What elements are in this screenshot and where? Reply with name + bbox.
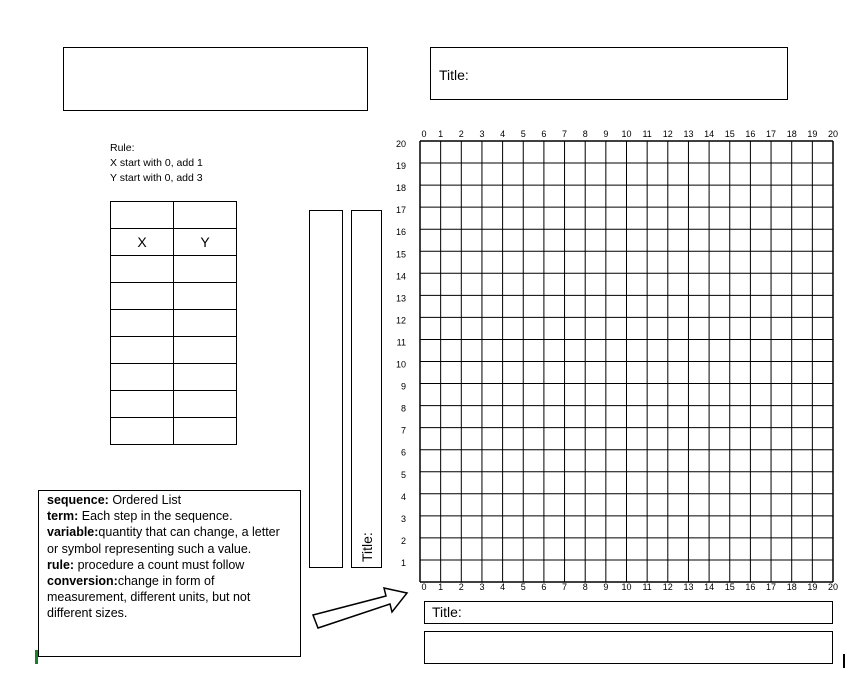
x-axis-bottom-tick-label: 19 xyxy=(807,582,818,592)
x-axis-bottom-tick-label: 1 xyxy=(438,582,444,592)
y-axis-tick-label: 16 xyxy=(395,227,406,238)
x-axis-bottom-tick-label: 6 xyxy=(541,582,547,592)
x-axis-top-tick-label: 6 xyxy=(541,129,547,139)
y-axis-tick-label: 15 xyxy=(395,249,406,260)
y-axis-tick-label: 7 xyxy=(400,425,406,436)
vertical-title-label: Title: xyxy=(359,532,375,562)
y-axis-tick-label: 8 xyxy=(400,403,406,414)
definition-term: variable: xyxy=(47,525,99,540)
x-axis-top-tick-label: 5 xyxy=(520,129,526,139)
y-axis-tick-label: 19 xyxy=(395,161,406,172)
x-axis-top-tick-label: 10 xyxy=(621,129,632,139)
x-axis-bottom-tick-label: 14 xyxy=(704,582,715,592)
x-axis-bottom-tick-label: 12 xyxy=(662,582,673,592)
selection-marker xyxy=(35,650,38,664)
y-axis-tick-label: 9 xyxy=(400,381,406,392)
axis-title-label: Title: xyxy=(432,604,462,620)
x-axis-top-tick-label: 2 xyxy=(458,129,464,139)
x-axis-top-tick-label: 12 xyxy=(662,129,673,139)
y-axis-tick-label: 4 xyxy=(400,491,406,502)
y-axis-tick-label: 10 xyxy=(395,359,406,370)
definition-text: Ordered List xyxy=(108,493,182,507)
x-axis-bottom-tick-label: 16 xyxy=(745,582,756,592)
x-axis-top-tick-label: 15 xyxy=(724,129,735,139)
x-axis-bottom-tick-label: 3 xyxy=(479,582,485,592)
x-axis-bottom-tick-label: 2 xyxy=(458,582,464,592)
x-axis-top-tick-label: 3 xyxy=(479,129,485,139)
y-axis-tick-label: 13 xyxy=(395,293,406,304)
x-column-header: X xyxy=(111,229,174,256)
y-axis-tick-label: 12 xyxy=(395,315,406,326)
x-axis-bottom-tick-label: 15 xyxy=(724,582,735,592)
x-axis-top-tick-label: 16 xyxy=(745,129,756,139)
coordinate-grid xyxy=(396,129,838,592)
y-axis-tick-label: 17 xyxy=(395,205,406,216)
bottom-blank-box[interactable] xyxy=(424,631,833,664)
definition-text: change in form of measurement, different units, but not different sizes. xyxy=(47,574,251,621)
rule-y: Y start with 0, add 3 xyxy=(110,172,203,184)
x-axis-bottom-tick-label: 7 xyxy=(562,582,568,592)
rule-x: X start with 0, add 1 xyxy=(110,157,203,169)
x-axis-top-tick-label: 7 xyxy=(562,129,568,139)
x-axis-top-tick-label: 17 xyxy=(766,129,777,139)
y-axis-tick-label: 2 xyxy=(400,535,406,546)
x-axis-top-tick-label: 20 xyxy=(827,129,839,139)
definition-text: quantity that can change, a letter or symbol representing such a value. xyxy=(47,525,280,556)
definition-term: sequence: xyxy=(47,493,109,507)
x-axis-bottom-tick-label: 8 xyxy=(582,582,588,592)
x-axis-bottom-tick-label: 17 xyxy=(766,582,777,592)
arrow-shape xyxy=(313,588,407,628)
y-axis-tick-label: 5 xyxy=(400,469,406,480)
y-axis-tick-label: 6 xyxy=(400,447,406,458)
graph-title-label: Title: xyxy=(439,67,469,83)
x-axis-top-tick-label: 11 xyxy=(642,129,652,139)
x-axis-bottom-tick-label: 9 xyxy=(603,582,609,592)
x-axis-bottom-tick-label: 4 xyxy=(500,582,506,592)
y-axis-tick-label: 11 xyxy=(396,337,406,348)
x-axis-bottom-tick-label: 11 xyxy=(642,582,652,592)
y-axis-tick-label: 3 xyxy=(400,513,406,524)
definition-text: Each step in the sequence. xyxy=(78,509,233,524)
x-axis-bottom-tick-label: 18 xyxy=(786,582,797,592)
x-axis-bottom-tick-label: 5 xyxy=(520,582,526,592)
x-axis-top-tick-label: 4 xyxy=(500,129,506,139)
x-axis-top-tick-label: 14 xyxy=(704,129,715,139)
x-axis-top-tick-label: 19 xyxy=(807,129,818,139)
y-column-header: Y xyxy=(174,229,237,256)
y-axis-tick-label: 1 xyxy=(400,557,406,568)
x-axis-bottom-tick-label: 13 xyxy=(683,582,694,592)
definition-text: procedure a count must follow xyxy=(74,557,245,572)
x-axis-bottom-tick-label: 20 xyxy=(827,582,839,592)
definition-term: term: xyxy=(47,509,79,524)
x-axis-top-tick-label: 13 xyxy=(683,129,694,139)
x-axis-bottom-tick-label: 10 xyxy=(621,582,632,592)
text-cursor xyxy=(843,654,845,668)
y-axis-tick-label: 14 xyxy=(395,271,406,282)
definition-term: conversion: xyxy=(47,574,118,589)
x-axis-top-tick-label: 9 xyxy=(603,129,609,139)
x-axis-bottom-tick-label: 0 xyxy=(421,582,427,592)
y-axis-tick-label: 20 xyxy=(395,139,406,149)
y-axis-tick-label: 18 xyxy=(395,183,406,194)
definition-term: rule: xyxy=(47,557,75,572)
x-axis-top-tick-label: 8 xyxy=(582,129,588,139)
x-axis-top-tick-label: 0 xyxy=(421,129,427,139)
rule-heading: Rule: xyxy=(110,142,135,154)
x-axis-top-tick-label: 1 xyxy=(438,129,444,139)
axis-title-box[interactable] xyxy=(424,601,833,624)
x-axis-top-tick-label: 18 xyxy=(786,129,797,139)
